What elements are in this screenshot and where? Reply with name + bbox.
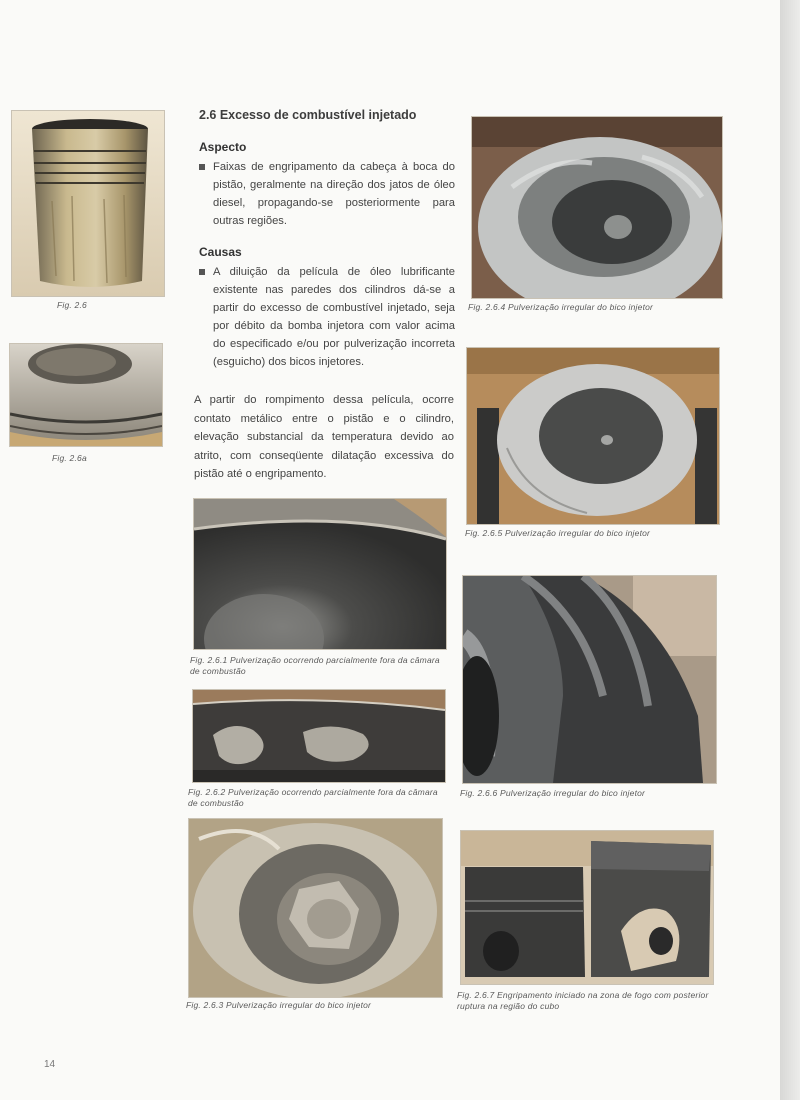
photo-fig-2-6 <box>11 110 165 297</box>
two-seized-pistons-image <box>461 831 713 984</box>
piston-skirt-scoring-image <box>463 576 716 783</box>
photo-fig-2-6-7 <box>460 830 714 985</box>
caption-fig-2-6-4: Fig. 2.6.4 Pulverização irregular do bico injetor <box>468 302 654 312</box>
photo-fig-2-6-1 <box>193 498 447 650</box>
combustion-chamber-edge-image <box>194 499 446 649</box>
piston-crown-oblique-image <box>10 344 162 446</box>
caption-fig-2-6-3: Fig. 2.6.3 Pulverização irregular do bico injetor <box>186 1000 372 1010</box>
crown-irregular-spray-image <box>189 819 442 997</box>
photo-fig-2-6-3 <box>188 818 443 998</box>
aspecto-heading: Aspecto <box>199 140 247 154</box>
photo-fig-2-6-6 <box>462 575 717 784</box>
caption-fig-2-6-7: Fig. 2.6.7 Engripamento iniciado na zona de fogo com posterior ruptura na região do cubo <box>457 990 709 1011</box>
page-edge <box>780 0 800 1100</box>
caption-fig-2-6a: Fig. 2.6a <box>52 453 87 463</box>
crown-bowl-centered-image <box>467 348 719 524</box>
photo-fig-2-6-5 <box>466 347 720 525</box>
caption-fig-2-6-6: Fig. 2.6.6 Pulverização irregular do bico injetor <box>460 788 646 798</box>
aspecto-bullet-text: Faixas de engripamento da cabeça à boca do pistão, geralmente na direção dos jatos de óleo diesel, propagando-se posteriormente para outras regiões. <box>213 161 455 227</box>
bowl-wall-deposits-image <box>193 690 445 782</box>
bullet-square-icon <box>199 164 205 170</box>
caption-fig-2-6-1: Fig. 2.6.1 Pulverização ocorrendo parcialmente fora da câmara de combustão <box>190 655 440 676</box>
photo-fig-2-6-4 <box>471 116 723 299</box>
causas-heading: Causas <box>199 245 242 259</box>
caption-fig-2-6: Fig. 2.6 <box>57 300 87 310</box>
photo-fig-2-6a <box>9 343 163 447</box>
aspecto-bullet <box>199 158 455 230</box>
body-paragraph: A partir do rompimento dessa película, ocorre contato metálico entre o pistão e o cilindro, elevação substancial da temperatura devido ao atrito, com conseqüente dilatação excessiva do pistão até o engripamento. <box>194 394 454 480</box>
bullet-square-icon <box>199 269 205 275</box>
section-title: 2.6 Excesso de combustível injetado <box>199 108 417 122</box>
piston-side-image <box>12 111 164 296</box>
causas-bullet-text: A diluição da película de óleo lubrificante existente nas paredes dos cilindros dá-se a partir do excesso de combustível injetado, seja por débito da bomba injetora com valor acima do especificado e/ou por pulverização incorreta (esguicho) dos bicos injetores. <box>213 266 455 368</box>
caption-fig-2-6-2: Fig. 2.6.2 Pulverização ocorrendo parcialmente fora da câmara de combustão <box>188 787 438 808</box>
caption-fig-2-6-5: Fig. 2.6.5 Pulverização irregular do bico injetor <box>465 528 651 538</box>
causas-bullet <box>199 263 455 371</box>
page-number: 14 <box>44 1059 56 1070</box>
crown-top-bowl-image <box>472 117 722 298</box>
photo-fig-2-6-2 <box>192 689 446 783</box>
